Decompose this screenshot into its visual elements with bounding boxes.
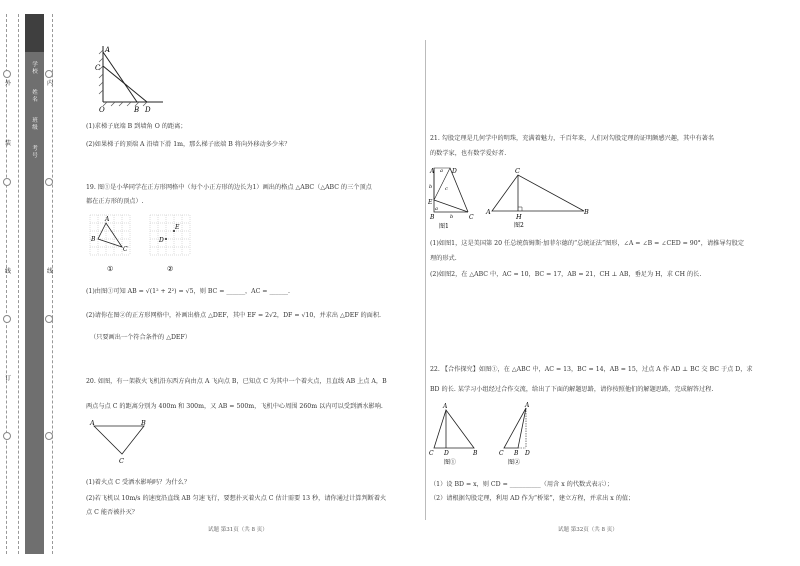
outer-label: 外: [4, 80, 11, 87]
bind-mark: 装: [4, 140, 11, 147]
question-20-part2-cont: 点 C 能否被扑灭？: [86, 509, 138, 516]
q20-label-a: A: [90, 419, 95, 427]
ladder-figure: [85, 38, 175, 116]
question-ladder-part1: (1)求梯子底端 B 到墙角 O 的距离；: [86, 123, 187, 130]
fig1-label-b: B: [430, 214, 435, 221]
grid1-label-c: C: [123, 246, 128, 253]
ladder-label-a: A: [105, 46, 111, 54]
question-ladder-part2: (2)如果梯子的顶端 A 沿墙下滑 1m，那么梯子底端 B 将向外移动多少米？: [86, 141, 291, 148]
fig1-president-proof: [428, 162, 478, 230]
question-20-part1: (1)着火点 C 受洒水影响吗？为什么？: [86, 479, 191, 486]
q22-fig2-label-d: D: [525, 450, 530, 457]
question-20-part2: (2)若飞机以 10m/s 的速度沿直线 AB 匀速飞行，要想扑灭着火点 C 估计需要 13 秒，请你通过计算判断着火: [86, 495, 387, 502]
exam-number-field: 考号: [32, 146, 38, 159]
question-22-stem: 22. 【合作探究】如图①，在 △ABC 中，AC = 13，BC = 14，AB = 15，过点 A 作 AD ⊥ BC 交 BC 于点 D，求: [430, 366, 753, 373]
fig2-label-h: H: [516, 213, 522, 221]
question-20-stem: 20. 如图，有一架救火飞机沿东西方向由点 A 飞向点 B，已知点 C 为其中一个着火点，且直线 AB 上点 A，B: [86, 378, 387, 385]
question-19-part1: (1)由图①可知 AB = √(1² + 2²) = √5，则 BC = ______，AC = ______.: [86, 288, 290, 295]
inner-label: 内: [46, 80, 53, 87]
right-page-footer: 试题 第32页（共 8 页）: [558, 527, 618, 533]
grid1-label-a: A: [105, 216, 110, 223]
ladder-label-b: B: [134, 106, 140, 114]
bind-mark: 订: [4, 375, 11, 382]
name-field: 姓名: [32, 90, 38, 103]
fig1-label-b-bottom: b: [450, 214, 454, 220]
question-21-part1: (1)如图1，这是美国第 20 任总统詹姆斯·加菲尔德的“总统证法”图形，∠A = ∠B = ∠CED = 90°，请推导勾股定: [430, 240, 745, 247]
binding-hole: [3, 178, 11, 186]
column-divider: [425, 40, 426, 520]
q22-fig2-caption: 图②: [508, 459, 521, 466]
question-19-part2: (2)请你在图②的正方形网格中，补画出格点 △DEF，其中 EF = 2√2，DF = √10，并求出 △DEF 的面积.: [86, 312, 382, 319]
outer-dashed-line: [6, 14, 8, 554]
grid2-label-d: D: [159, 237, 164, 244]
line-label: 线: [46, 268, 53, 275]
question-22-part1: （1）设 BD = x，则 CD = __________（用含 x 的代数式表示）；: [430, 481, 614, 488]
question-19-stem: 19. 图①是小华同学在正方形网格中（每个小正方形的边长为1）画出的格点 △ABC（△ABC 的三个顶点: [86, 184, 372, 191]
fig1-label-a-bottom: a: [435, 206, 438, 212]
binding-hole: [45, 178, 53, 186]
binding-hole: [45, 432, 53, 440]
fig2-label-a: A: [486, 208, 491, 216]
q22-figures: [428, 400, 538, 468]
binding-strip-top: [25, 14, 44, 52]
ladder-label-c: C: [95, 64, 101, 72]
fig1-caption: 图1: [439, 223, 449, 230]
question-21-stem: 21. 勾股定理是几何学中的明珠，充满着魅力，千百年来，人们对勾股定理的证明颇感兴趣，其中有著名: [430, 135, 715, 142]
q22-fig1-label-b: B: [473, 450, 478, 457]
fig2-caption: 图2: [514, 222, 524, 229]
q22-fig1-label-d: D: [444, 450, 449, 457]
question-19-note: （只要画出一个符合条件的 △DEF）: [90, 334, 191, 341]
q22-fig2-label-c: C: [499, 450, 504, 457]
q22-fig2-label-b: B: [514, 450, 519, 457]
fig1-label-d: D: [452, 168, 457, 175]
binding-margin: [0, 0, 72, 566]
question-20-stem-cont: 两点与点 C 的距离分别为 400m 和 300m，又 AB = 500m，飞机中心周围 260m 以内可以受到洒水影响.: [86, 403, 383, 410]
left-page-footer: 试题 第31页（共 8 页）: [208, 527, 268, 533]
seal-dashed-line: [52, 14, 54, 554]
q22-fig1-label-c: C: [429, 450, 434, 457]
question-19-stem-cont: 都在正方形的顶点）.: [86, 198, 144, 205]
binding-hole: [45, 70, 53, 78]
fig-caption-1: ①: [107, 265, 114, 273]
q22-fig1-caption: 图①: [444, 459, 457, 466]
fig1-label-a-side: a: [440, 168, 443, 174]
q20-triangle-figure: [86, 416, 161, 466]
fig1-label-a: A: [430, 168, 435, 175]
ladder-label-d: D: [145, 106, 151, 114]
q22-fig2-label-a: A: [525, 402, 530, 409]
binding-hole: [3, 70, 11, 78]
fig1-label-b-side: b: [429, 184, 433, 190]
question-22-part2: （2）请根据勾股定理，利用 AD 作为“桥梁”，建立方程，并求出 x 的值；: [430, 495, 635, 502]
q22-fig1-label-a: A: [443, 403, 448, 410]
fig-caption-2: ②: [167, 265, 174, 273]
q19-grid-figures: [86, 211, 196, 277]
q20-label-c: C: [119, 457, 124, 465]
binding-hole: [3, 432, 11, 440]
inner-dashed-line: [18, 14, 20, 554]
fig2-label-c: C: [515, 167, 520, 175]
binding-hole: [45, 315, 53, 323]
question-21-part2: (2)如图2，在 △ABC 中，AC = 10，BC = 17，AB = 21，CH ⊥ AB，垂足为 H，求 CH 的长.: [430, 271, 702, 278]
fig1-label-e: E: [428, 199, 433, 206]
class-field: 班级: [32, 118, 38, 131]
question-21-part1-cont: 理的形式.: [430, 255, 457, 262]
fig1-label-c: C: [469, 214, 474, 221]
question-22-stem-cont: BD 的长. 某学习小组经过合作交流，给出了下面的解题思路，请你按照他们的解题思路，完成解答过程.: [430, 386, 714, 393]
fig2-label-b: B: [584, 208, 589, 216]
line-label: 线: [4, 268, 11, 275]
binding-hole: [3, 315, 11, 323]
grid2-label-e: E: [175, 224, 180, 231]
ladder-label-o: O: [99, 106, 105, 114]
q20-label-b: B: [141, 419, 146, 427]
fig2-triangle-altitude: [484, 165, 594, 229]
question-21-stem-cont: 的数学家，也有数学爱好者.: [430, 150, 507, 157]
school-field: 学校: [32, 62, 38, 75]
fig1-label-c-side: c: [445, 186, 448, 192]
grid1-label-b: B: [91, 236, 96, 243]
